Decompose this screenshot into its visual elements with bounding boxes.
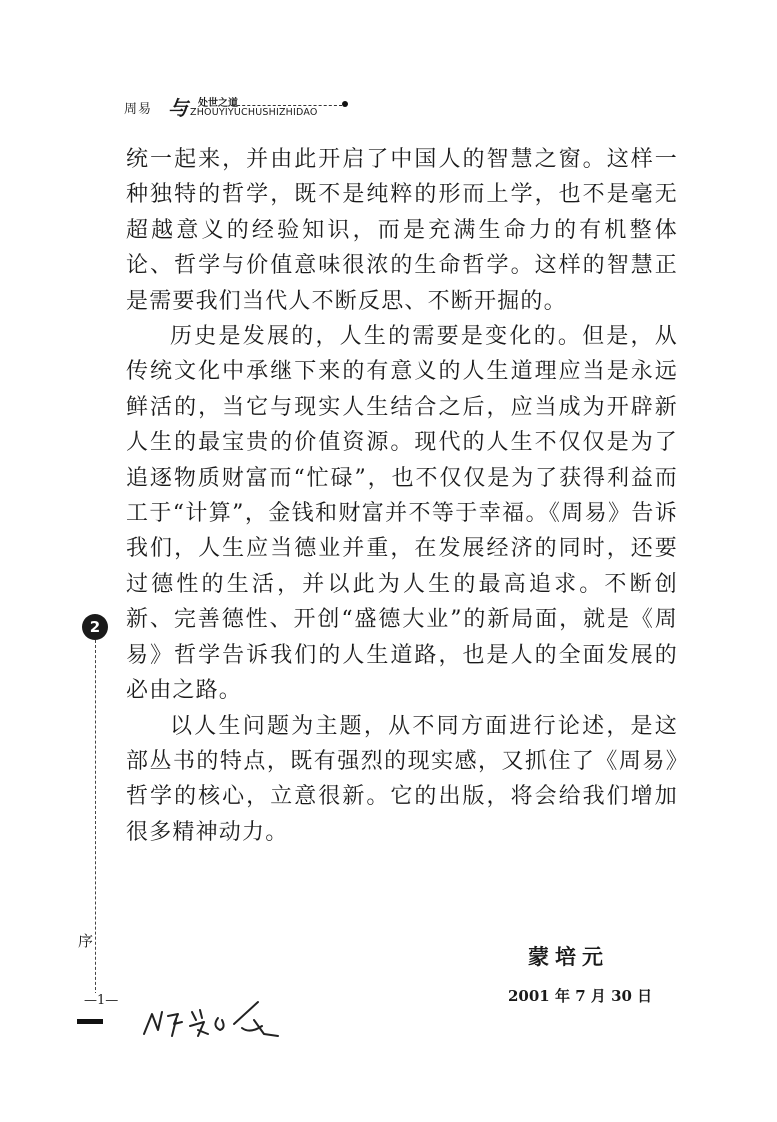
header-pinyin: ZHOUYIYUCHUSHIZHIDAO [190, 107, 318, 118]
running-header [124, 92, 364, 122]
paragraph-3: 以人生问题为主题，从不同方面进行论述，是这部丛书的特点，既有强烈的现实感，又抓住了《周易》哲学的核心，立意很新。它的出版，将会给我们增加很多精神动力。 [126, 713, 678, 845]
margin-bar [77, 1019, 103, 1024]
header-subtitle: 处世之道 [198, 98, 238, 109]
handwritten-signature-icon [138, 990, 288, 1050]
paragraph-2: 历史是发展的，人生的需要是变化的。但是，从传统文化中承继下来的有意义的人生道理应当是永远鲜活的，当它与现实人生结合之后，应当成为开辟新人生的最宝贵的价值资源。现代的人生不仅仅是为了追逐物质财富而“忙碌”，也不仅仅是为了获得利益而工于“计算”，金钱和财富并不等于幸福。《周易》告诉我们，人生应当德业并重，在发展经济的同时，还要过德性的生活，并以此为人生的最高追求。不断创新、完善德性、开创“盛德大业”的新局面，就是《周易》哲学告诉我们的人生道路，也是人的全面发展的必由之路。 [126, 324, 678, 704]
header-logo-char: 与 [168, 96, 188, 120]
header-dashed-rule [232, 105, 342, 106]
header-book-title: 周易 [124, 102, 153, 117]
main-text [126, 142, 678, 850]
section-label: 序 [78, 928, 93, 953]
header-dot-icon [342, 101, 348, 107]
folio-number: —1— [84, 993, 119, 1008]
paragraph-1: 统一起来，并由此开启了中国人的智慧之窗。这样一种独特的哲学，既不是纯粹的形而上学，也不是毫无超越意义的经验知识，而是充满生命力的有机整体论、哲学与价值意味很浓的生命哲学。这样的智慧正是需要我们当代人不断反思、不断开掘的。 [126, 147, 678, 314]
signature-date: 2001 年 7 月 30 日 [508, 987, 653, 1005]
margin-dashed-line [95, 640, 96, 1000]
author-name: 蒙培元 [528, 944, 609, 969]
page-number-badge: 2 [82, 614, 108, 640]
